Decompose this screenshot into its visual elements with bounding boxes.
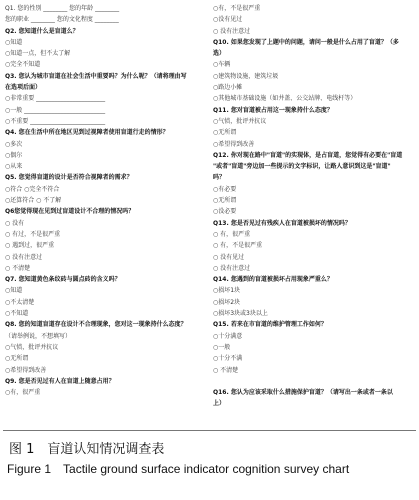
survey-form xyxy=(5,3,415,423)
answer-option: ○无所谓 xyxy=(213,197,237,205)
answer-option: ○一般 ___________________________ xyxy=(5,106,106,114)
answer-option: ○ 没有见过 xyxy=(213,253,245,261)
question-text: Q3. 您认为城市盲道在社会生活中重要吗？为什么呢？（请将理由写 xyxy=(5,72,187,80)
question-text: Q9. 您是否见过有人在盲道上随意占用？ xyxy=(5,377,115,385)
answer-option: ○十分满意 xyxy=(213,332,243,340)
answer-option: ○其他城市基础设施（如井盖、公交站牌、电线杆等） xyxy=(213,95,357,103)
answer-option: ○偶尔 xyxy=(5,151,23,159)
answer-option: ○有必要 xyxy=(213,185,237,193)
answer-option: ○无所谓 xyxy=(213,129,237,137)
answer-option: ○ 有，很严重 xyxy=(213,230,251,238)
answer-option: ○知道 xyxy=(5,287,23,295)
answer-option: ○ 没有注意过 xyxy=(5,253,43,261)
question-text: 上） xyxy=(213,400,226,408)
question-text: Q5. 您觉得盲道的设计是否符合视障者的需求？ xyxy=(5,174,133,182)
answer-option: ○ 不清楚 xyxy=(5,264,31,272)
answer-option: ○没有见过 xyxy=(213,16,243,24)
question-text: Q8. 您的知道盲道存在设计不合理现象，您对这一现象持什么态度？ xyxy=(5,321,187,329)
question-text: Q13. 您是否见过有残疾人在盲道被损坏的情况吗？ xyxy=(213,219,351,227)
answer-option: ○知道一点，但不太了解 xyxy=(5,50,71,58)
answer-option: ○损坏1块 xyxy=(213,287,241,295)
answer-option: ○不重要 _________________________ xyxy=(5,117,106,125)
question-text: Q15. 若来在市盲道的维护管理工作如何？ xyxy=(213,321,327,329)
question-text: Q14. 您遇到的盲道被损坏占用现象严重么？ xyxy=(213,276,333,284)
answer-option: ○气愤，批评并抗议 xyxy=(5,343,59,351)
answer-option: ○ 没有注意过 xyxy=(213,264,251,272)
caption-chinese: 图 1 盲道认知情况调查表 xyxy=(9,442,165,457)
answer-option: Q1. 您的性别 ________ 您的年龄 ________ xyxy=(5,5,120,12)
answer-option: ○损坏2块 xyxy=(213,298,241,306)
question-text: Q12. 你对现在路中"盲道"的实现体，是占盲道，您觉得有必要在"盲道 xyxy=(213,151,403,159)
answer-option: ○希望得到改善 xyxy=(213,140,255,148)
answer-option: ○完全不知道 xyxy=(5,61,41,69)
answer-option: ○损坏3块或3块以上 xyxy=(213,310,268,318)
figure-caption xyxy=(0,430,419,500)
survey-right-column xyxy=(213,3,413,410)
answer-option: （请举例说，不想填写） xyxy=(5,332,72,340)
answer-option: ○有，不是很严重 xyxy=(213,5,261,12)
answer-option: ○有，很严重 xyxy=(5,389,41,397)
answer-option: ○还算符合 ○ 不了解 xyxy=(5,197,62,205)
answer-option: ○符合 ○完全不符合 xyxy=(5,185,60,193)
answer-option: ○不太清楚 xyxy=(5,298,35,306)
answer-option: ○ 有，不是很严重 xyxy=(213,242,263,250)
answer-option: ○车辆 xyxy=(213,61,231,69)
question-text: Q2. 您知道什么是盲道么？ xyxy=(5,27,79,35)
question-text: "或者"盲道"旁边加一些提示的文字标识，让路人意识到这是"盲道" xyxy=(213,163,391,171)
survey-left-column xyxy=(5,3,205,398)
answer-option: ○ 不清楚 xyxy=(213,366,239,374)
answer-option: ○建筑物设施，建筑垃圾 xyxy=(213,72,279,80)
question-text: 选） xyxy=(213,50,226,58)
answer-option: ○十分不满 xyxy=(213,355,243,363)
answer-option: ○ 没有 xyxy=(5,219,25,227)
answer-option: ○不知道 xyxy=(5,310,29,318)
question-text: Q6您觉得现在见到过盲道设计不合理的情况吗？ xyxy=(5,208,135,216)
answer-option: ○知道 xyxy=(5,38,23,46)
answer-option: ○气愤，批评并抗议 xyxy=(213,117,267,125)
answer-option: ○ 遇到过，很严重 xyxy=(5,242,55,250)
answer-option: ○无所谓 xyxy=(5,355,29,363)
answer-option: ○非常重要 _______________________ xyxy=(5,95,106,103)
question-text: 吗？ xyxy=(213,174,226,182)
answer-option: ○一般 xyxy=(213,343,231,351)
answer-option: ○多次 xyxy=(5,140,23,148)
caption-divider xyxy=(3,430,416,431)
question-text: Q10. 如果您发现了上题中的问题，请问一般是什么占用了盲道？（多 xyxy=(213,38,399,46)
question-text: Q11. 您对盲道被占用这一现象持什么态度？ xyxy=(213,106,333,114)
answer-option: ○希望得到改善 xyxy=(5,366,47,374)
question-text: Q16. 您认为应该采取什么措施保护盲道？（请写出一条或者一条以 xyxy=(213,389,393,397)
answer-option xyxy=(213,376,413,387)
question-text: Q7. 您知道黄色条纹砖与圆点砖的含义吗？ xyxy=(5,276,121,284)
answer-option: ○没必要 xyxy=(213,208,237,216)
answer-option: ○从来 xyxy=(5,163,23,171)
answer-option: ○ 没有注意过 xyxy=(213,27,251,35)
answer-option: ○ 有过，不是很严重 xyxy=(5,230,61,238)
question-text: 在选项后面） xyxy=(5,84,42,92)
answer-option: ○路边小摊 xyxy=(213,84,243,92)
answer-option: 您的职业 ________ 您的文化程度 ________ xyxy=(5,16,119,24)
question-text: Q4. 您在生活中所在地区见到过视障者使用盲道行走的情形？ xyxy=(5,129,169,137)
caption-english: Figure 1 Tactile ground surface indicator cognition survey chart xyxy=(7,462,350,476)
